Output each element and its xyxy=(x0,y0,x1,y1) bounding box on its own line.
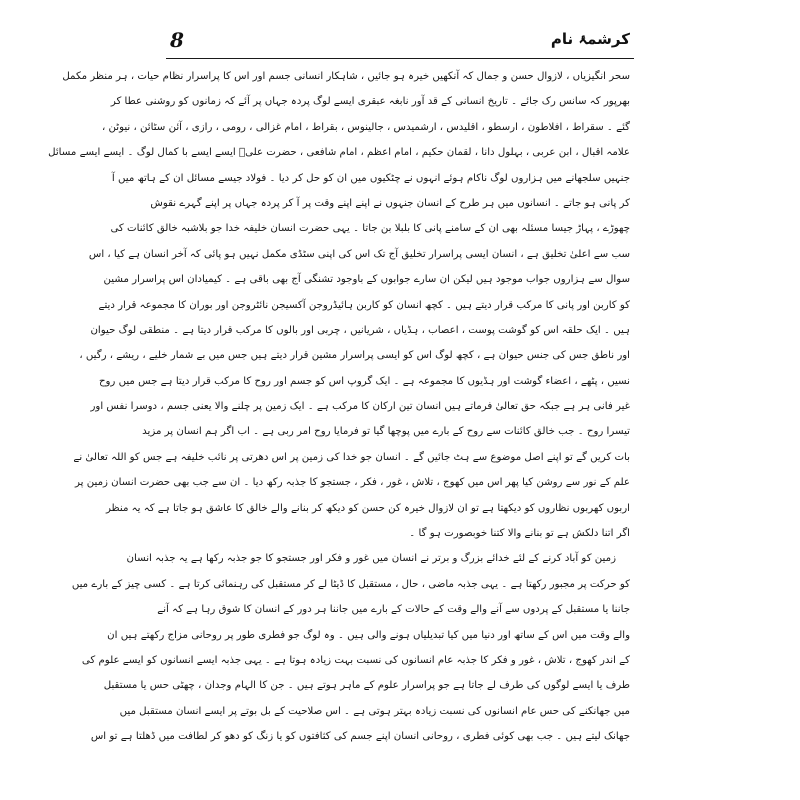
paragraph-end-line: اگر اتنا دلکش ہے تو بنانے والا کتنا خوبصورت ہو گا ۔ xyxy=(409,528,630,540)
text-line: اربوں کھربوں نظاروں کو دیکھتا ہے تو ان لازوال خیرہ کن حسن کو دیکھ کر بنانے والے خالق کا عاشق ہو جاتا ہے کہ یہ منظر xyxy=(105,502,630,514)
text-line: سحر انگیزیاں ، لازوال حسن و جمال کہ آنکھیں خیرہ ہو جائیں ، شاہکار انسانی جسم اور اس کا پراسرار نظام حیات ، ہر منظر مکمل xyxy=(62,71,630,82)
text-line: چھوڑے ، پہاڑ جیسا مسئلہ بھی ان کے سامنے پانی کا بلبلا بن جاتا ۔ یہی حضرت انسان خلیفہ خدا جو بلاشبہ خالق کائنات کی xyxy=(110,223,630,235)
page-number: 8 xyxy=(170,28,184,52)
text-line: سب سے اعلیٰ تخلیق ہے ، انسان ایسی پراسرار تخلیق آج تک اس کی اپنی سٹڈی مکمل نہیں ہو پائی کہ آخر انسان ہے کیا ، اس xyxy=(88,248,630,260)
text-line: جنہیں سلجھانے میں ہزاروں لوگ ناکام ہوئے انہوں نے چٹکیوں میں ان کو حل کر دیا ۔ فولاد جیسے مسائل ان کے ہاتھ میں آ xyxy=(111,172,630,184)
body-text xyxy=(48,64,630,750)
paragraph-start-line: زمین کو آباد کرنے کے لئے خدائے بزرگ و برتر نے انسان میں غور و فکر اور جستجو کا جو جذبہ رکھا ہے یہ جذبہ انسان xyxy=(126,553,616,565)
text-line: بات کریں گے تو اپنے اصل موضوع سے ہٹ جائیں گے ۔ انسان جو خدا کی زمین پر اس دھرتی پر نائب خلیفہ ہے جس کو اللہ تعالیٰ نے xyxy=(73,451,630,463)
text-line: علم کے نور سے روشن کیا پھر اس میں کھوج ، تلاش ، غور ، فکر ، جستجو کا جذبہ رکھ دیا ۔ ان سے جب بھی حضرت انسان زمین پر xyxy=(75,477,630,489)
text-line: کو کاربن اور پانی کا مرکب قرار دیتے ہیں ۔ کچھ انسان کو کاربن ہائیڈروجن آکسیجن نائٹروجن اور بوران کا مجموعہ قرار دیتے xyxy=(98,299,630,311)
text-line: گئے ۔ سقراط ، افلاطون ، ارسطو ، اقلیدس ، ارشمیدس ، جالینوس ، بقراط ، امام غزالی ، رومی ، رازی ، آئن سٹائن ، نیوٹن ، xyxy=(101,121,630,133)
text-line: نسیں ، پٹھے ، اعضاء گوشت اور ہڈیوں کا مجموعہ ہے ۔ ایک گروپ اس کو جسم اور روح کا مرکب قرار دیتا ہے جس میں روح xyxy=(98,375,630,387)
text-line: ہیں ۔ ایک حلقہ اس کو گوشت پوست ، اعصاب ، ہڈیاں ، شریانیں ، چربی اور بالوں کا مرکب قرار دیتا ہے ۔ منطقی لوگ حیوان xyxy=(90,324,630,336)
text-line: طرف یا ایسے لوگوں کی طرف لے جاتا ہے جو پراسرار علوم کے ماہر ہوتے ہیں ۔ جن کا الہام وجدان ، چھٹی حس یا مستقبل xyxy=(103,680,630,692)
text-line: بھرپور کہ سانس رک جائے ۔ تاریخ انسانی کے قد آور نابغہ عبقری ایسے لوگ پردہ جہاں پر آئے کہ زمانوں کو روشنی عطا کر xyxy=(110,96,630,108)
text-line: سوال سے ہزاروں جواب موجود ہیں لیکن ان سارے جوابوں کے باوجود تشنگی آج بھی باقی ہے ۔ کیمیادان اس پراسرار مشین xyxy=(103,274,630,286)
text-line: کر پانی ہو جاتے ۔ انسانوں میں ہر طرح کے انسان جنہوں نے اپنے اپنے وقت پر آ کر پردہ جہاں پر اپنے گہرے نقوش xyxy=(150,197,630,209)
text-line: والے وقت میں اس کے ساتھ اور دنیا میں کیا تبدیلیاں ہونے والی ہیں ۔ وہ لوگ جو فطری طور پر روحانی مزاج رکھتے ہیں ان xyxy=(107,629,630,641)
text-line: غیر فانی ہر ہے جبکہ حق تعالیٰ فرماتے ہیں انسان تین ارکان کا مرکب ہے ۔ ایک زمین پر چلنے والا یعنی جسم ، دوسرا نفس اور xyxy=(90,401,630,413)
text-line: کو حرکت پر مجبور رکھتا ہے ۔ یہی جذبہ ماضی ، حال ، مستقبل کا ڈیٹا لے کر مستقبل کی رہنمائی کرتا ہے ۔ کسی چیز کے بارے میں xyxy=(71,578,630,590)
running-title: کرشمۂ نام xyxy=(550,30,630,48)
text-line: اور ناطق جس کی جنس حیوان ہے ، کچھ لوگ اس کو ایسی پراسرار مشین قرار دیتے ہیں جس میں بے شمار خلیے ، ریشے ، رگیں ، xyxy=(79,350,630,362)
text-line: تیسرا روح ۔ جب خالق کائنات سے روح کے بارے میں پوچھا گیا تو فرمایا روح امر ربی ہے ۔ اب اگر ہم انسان پر مزید xyxy=(142,426,630,438)
text-line: جاننا یا مستقبل کے پردوں سے آنے والے وقت کے حالات کے بارے میں جاننا ہر دور کے انسان کا شوق رہا ہے کہ آنے xyxy=(157,604,630,616)
text-line: میں جھانکنے کی حس عام انسانوں کی نسبت زیادہ بہتر ہوتی ہے ۔ اس صلاحیت کے بل بوتے پر ایسے انسان مستقبل میں xyxy=(119,705,630,717)
text-line: جھانک لیتے ہیں ۔ جب بھی کوئی فطری ، روحانی انسان اپنے جسم کی کثافتوں کو یا زنگ کو دھو کر لطافت میں ڈھلتا ہے تو اس xyxy=(90,731,630,743)
text-line: علامہ اقبال ، ابن عربی ، بہلول دانا ، لقمان حکیم ، امام اعظم ، امام شافعی ، حضرت علیؓ ایسے ایسے با کمال لوگ ۔ ایسے ایسے مسائل xyxy=(48,147,630,159)
header-rule xyxy=(166,58,634,59)
text-line: کے اندر کھوج ، تلاش ، غور و فکر کا جذبہ عام انسانوں کی نسبت بہت زیادہ ہوتا ہے ۔ یہی جذبہ ایسے انسانوں کو ایسے علوم کی xyxy=(81,654,630,666)
